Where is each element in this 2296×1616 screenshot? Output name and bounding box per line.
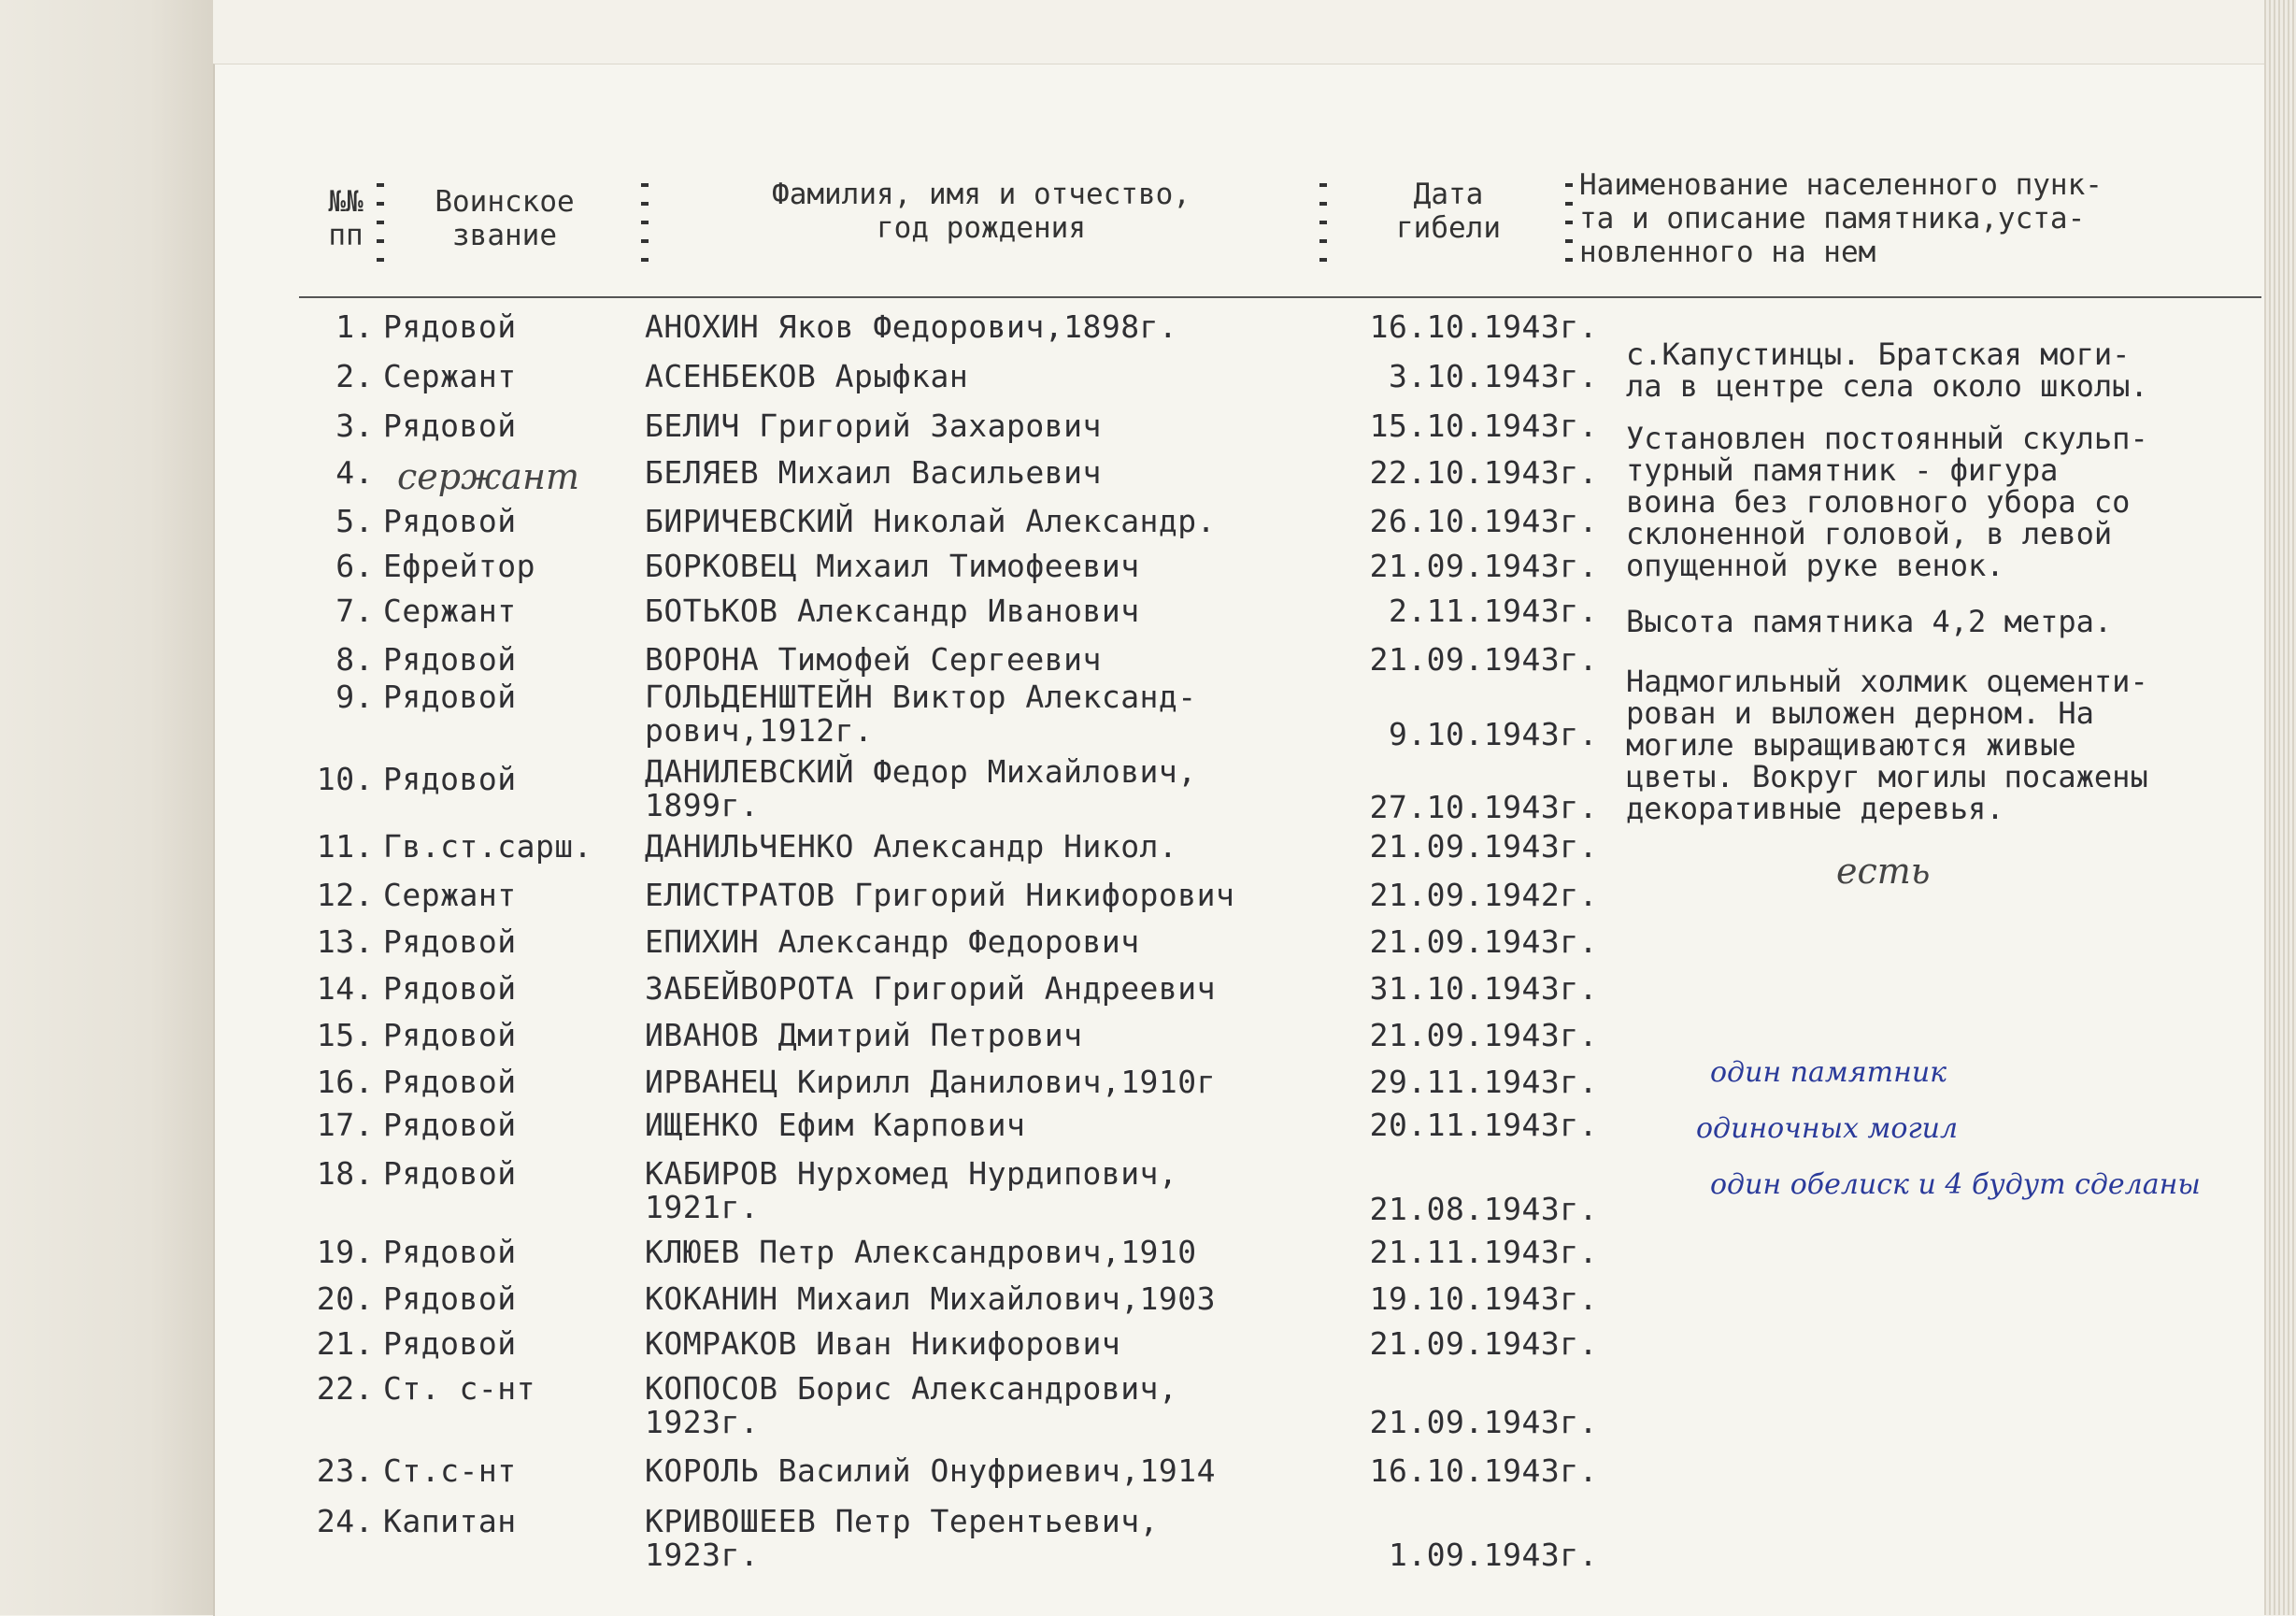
description-monument: Установлен постоянный скульп- турный памятник - фигура воина без головного убора со склоненной головой, в левой опущенной руке венок.: [1626, 421, 2148, 583]
row-number: 11.: [316, 828, 374, 865]
page-edges: [2264, 0, 2296, 1615]
description-height: Высота памятника 4,2 метра.: [1626, 604, 2113, 639]
row-number: 17.: [316, 1107, 374, 1143]
row-date: 21.09.1943г.: [1369, 641, 1598, 678]
row-name: ЗАБЕЙВОРОТА Григорий Андреевич: [645, 970, 1217, 1007]
row-name: ЕЛИСТРАТОВ Григорий Никифорович: [645, 877, 1235, 913]
header-num: №№ пп: [328, 185, 364, 252]
row-name: БОТЬКОВ Александр Иванович: [645, 593, 1140, 629]
row-name: ДАНИЛЬЧЕНКО Александр Никол.: [645, 828, 1178, 865]
row-number: 5.: [335, 503, 374, 539]
row-rank: Рядовой: [383, 1280, 517, 1317]
header-date: Дата гибели: [1396, 178, 1501, 245]
row-number: 19.: [316, 1234, 374, 1270]
row-number: 1.: [335, 308, 374, 345]
row-date: 21.09.1943г.: [1369, 548, 1598, 584]
row-name: АНОХИН Яков Федорович,1898г.: [645, 308, 1178, 345]
row-number: 16.: [316, 1064, 374, 1100]
row-date: 26.10.1943г.: [1369, 503, 1598, 539]
row-rank: Рядовой: [383, 1155, 517, 1192]
header-rule: [299, 296, 2261, 298]
row-number: 14.: [316, 970, 374, 1007]
row-date: 27.10.1943г.: [1369, 789, 1598, 825]
handwritten-note: одиночных могил: [1696, 1112, 1959, 1145]
row-rank: Рядовой: [383, 408, 517, 444]
description-grave: Надмогильный холмик оцементи- рован и выложен дерном. На могиле выращиваются живые цветы. Вокруг могилы посажены декоративные деревья.: [1626, 664, 2148, 826]
row-name: БОРКОВЕЦ Михаил Тимофеевич: [645, 548, 1140, 584]
description-village: с.Капустинцы. Братская моги- ла в центре села около школы.: [1626, 336, 2148, 404]
row-rank: Рядовой: [383, 1325, 517, 1362]
row-name: ДАНИЛЕВСКИЙ Федор Михайлович, 1899г.: [645, 753, 1197, 823]
row-number: 8.: [335, 641, 374, 678]
row-date: 31.10.1943г.: [1369, 970, 1598, 1007]
row-number: 18.: [316, 1155, 374, 1192]
row-name: КОМРАКОВ Иван Никифорович: [645, 1325, 1121, 1362]
row-rank: Ст.с-нт: [383, 1452, 517, 1489]
row-number: 2.: [335, 358, 374, 394]
row-rank: Рядовой: [383, 679, 517, 715]
row-name: КРИВОШЕЕВ Петр Терентьевич, 1923г.: [645, 1503, 1159, 1573]
row-name: ИВАНОВ Дмитрий Петрович: [645, 1017, 1083, 1053]
row-date: 21.09.1943г.: [1369, 828, 1598, 865]
row-number: 4.: [335, 454, 374, 491]
row-date: 21.08.1943г.: [1369, 1191, 1598, 1227]
row-number: 9.: [335, 679, 374, 715]
row-rank: Рядовой: [383, 1064, 517, 1100]
row-rank: Гв.ст.сарш.: [383, 828, 593, 865]
row-number: 23.: [316, 1452, 374, 1489]
row-rank: Сержант: [383, 358, 517, 394]
row-date: 16.10.1943г.: [1369, 308, 1598, 345]
row-rank: Рядовой: [383, 923, 517, 960]
row-name: БЕЛЯЕВ Михаил Васильевич: [645, 454, 1102, 491]
row-date: 16.10.1943г.: [1369, 1452, 1598, 1489]
row-date: 21.09.1943г.: [1369, 1325, 1598, 1362]
row-number: 21.: [316, 1325, 374, 1362]
handwritten-est: есть: [1836, 851, 1931, 892]
row-rank: Рядовой: [383, 1107, 517, 1143]
row-date: 22.10.1943г.: [1369, 454, 1598, 491]
row-name: БЕЛИЧ Григорий Захарович: [645, 408, 1102, 444]
row-number: 20.: [316, 1280, 374, 1317]
row-number: 6.: [335, 548, 374, 584]
row-rank: Рядовой: [383, 503, 517, 539]
row-name: КЛЮЕВ Петр Александрович,1910: [645, 1234, 1197, 1270]
row-rank: Капитан: [383, 1503, 517, 1539]
header-separator: [641, 183, 649, 277]
row-name: КОПОСОВ Борис Александрович, 1923г.: [645, 1370, 1178, 1440]
row-date: 21.09.1943г.: [1369, 1017, 1598, 1053]
row-rank: Ст. с-нт: [383, 1370, 535, 1407]
header-name: Фамилия, имя и отчество, год рождения: [772, 178, 1191, 245]
row-name: ИЩЕНКО Ефим Карпович: [645, 1107, 1026, 1143]
row-date: 20.11.1943г.: [1369, 1107, 1598, 1143]
row-name: ИРВАНЕЦ Кирилл Данилович,1910г: [645, 1064, 1217, 1100]
row-number: 24.: [316, 1503, 374, 1539]
row-number: 3.: [335, 408, 374, 444]
row-rank: Рядовой: [383, 308, 517, 345]
row-rank: Сержант: [383, 593, 517, 629]
row-name: ГОЛЬДЕНШТЕЙН Виктор Александ- рович,1912г.: [645, 679, 1197, 749]
row-number: 12.: [316, 877, 374, 913]
row-date: 9.10.1943г.: [1388, 716, 1598, 752]
row-rank: Ефрейтор: [383, 548, 535, 584]
row-rank: Сержант: [383, 877, 517, 913]
row-rank: Рядовой: [383, 1017, 517, 1053]
header-separator: [1565, 183, 1573, 277]
row-number: 10.: [316, 761, 374, 797]
row-number: 13.: [316, 923, 374, 960]
handwritten-note: один памятник: [1710, 1056, 1947, 1089]
header-separator: [1319, 183, 1327, 277]
row-date: 19.10.1943г.: [1369, 1280, 1598, 1317]
row-date: 21.11.1943г.: [1369, 1234, 1598, 1270]
row-number: 7.: [335, 593, 374, 629]
header-rank: Воинское звание: [435, 185, 575, 252]
row-rank: Рядовой: [383, 641, 517, 678]
header-separator: [377, 183, 384, 277]
row-date: 1.09.1943г.: [1388, 1537, 1598, 1573]
row-number: 22.: [316, 1370, 374, 1407]
row-date: 29.11.1943г.: [1369, 1064, 1598, 1100]
header-place: Наименование населенного пунк- та и описание памятника,уста- новленного на нем: [1579, 168, 2103, 269]
handwritten-note: один обелиск и 4 будут сделаны: [1710, 1168, 2201, 1201]
row-name: АСЕНБЕКОВ Арыфкан: [645, 358, 969, 394]
row-date: 21.09.1943г.: [1369, 923, 1598, 960]
row-name: ЕПИХИН Александр Федорович: [645, 923, 1140, 960]
row-date: 21.09.1943г.: [1369, 1404, 1598, 1440]
row-date: 15.10.1943г.: [1369, 408, 1598, 444]
row-name: БИРИЧЕВСКИЙ Николай Александр.: [645, 503, 1217, 539]
row-rank: Рядовой: [383, 1234, 517, 1270]
row-date: 2.11.1943г.: [1388, 593, 1598, 629]
row-name: КОКАНИН Михаил Михайлович,1903: [645, 1280, 1217, 1317]
row-date: 21.09.1942г.: [1369, 877, 1598, 913]
row-number: 15.: [316, 1017, 374, 1053]
row-name: ВОРОНА Тимофей Сергеевич: [645, 641, 1102, 678]
row-rank: Рядовой: [383, 761, 517, 797]
row-name: КАБИРОВ Нурхомед Нурдипович, 1921г.: [645, 1155, 1178, 1225]
row-rank: Рядовой: [383, 970, 517, 1007]
handwritten-rank: сержант: [397, 456, 580, 497]
row-date: 3.10.1943г.: [1388, 358, 1598, 394]
page-binding: [0, 0, 213, 1615]
row-name: КОРОЛЬ Василий Онуфриевич,1914: [645, 1452, 1217, 1489]
